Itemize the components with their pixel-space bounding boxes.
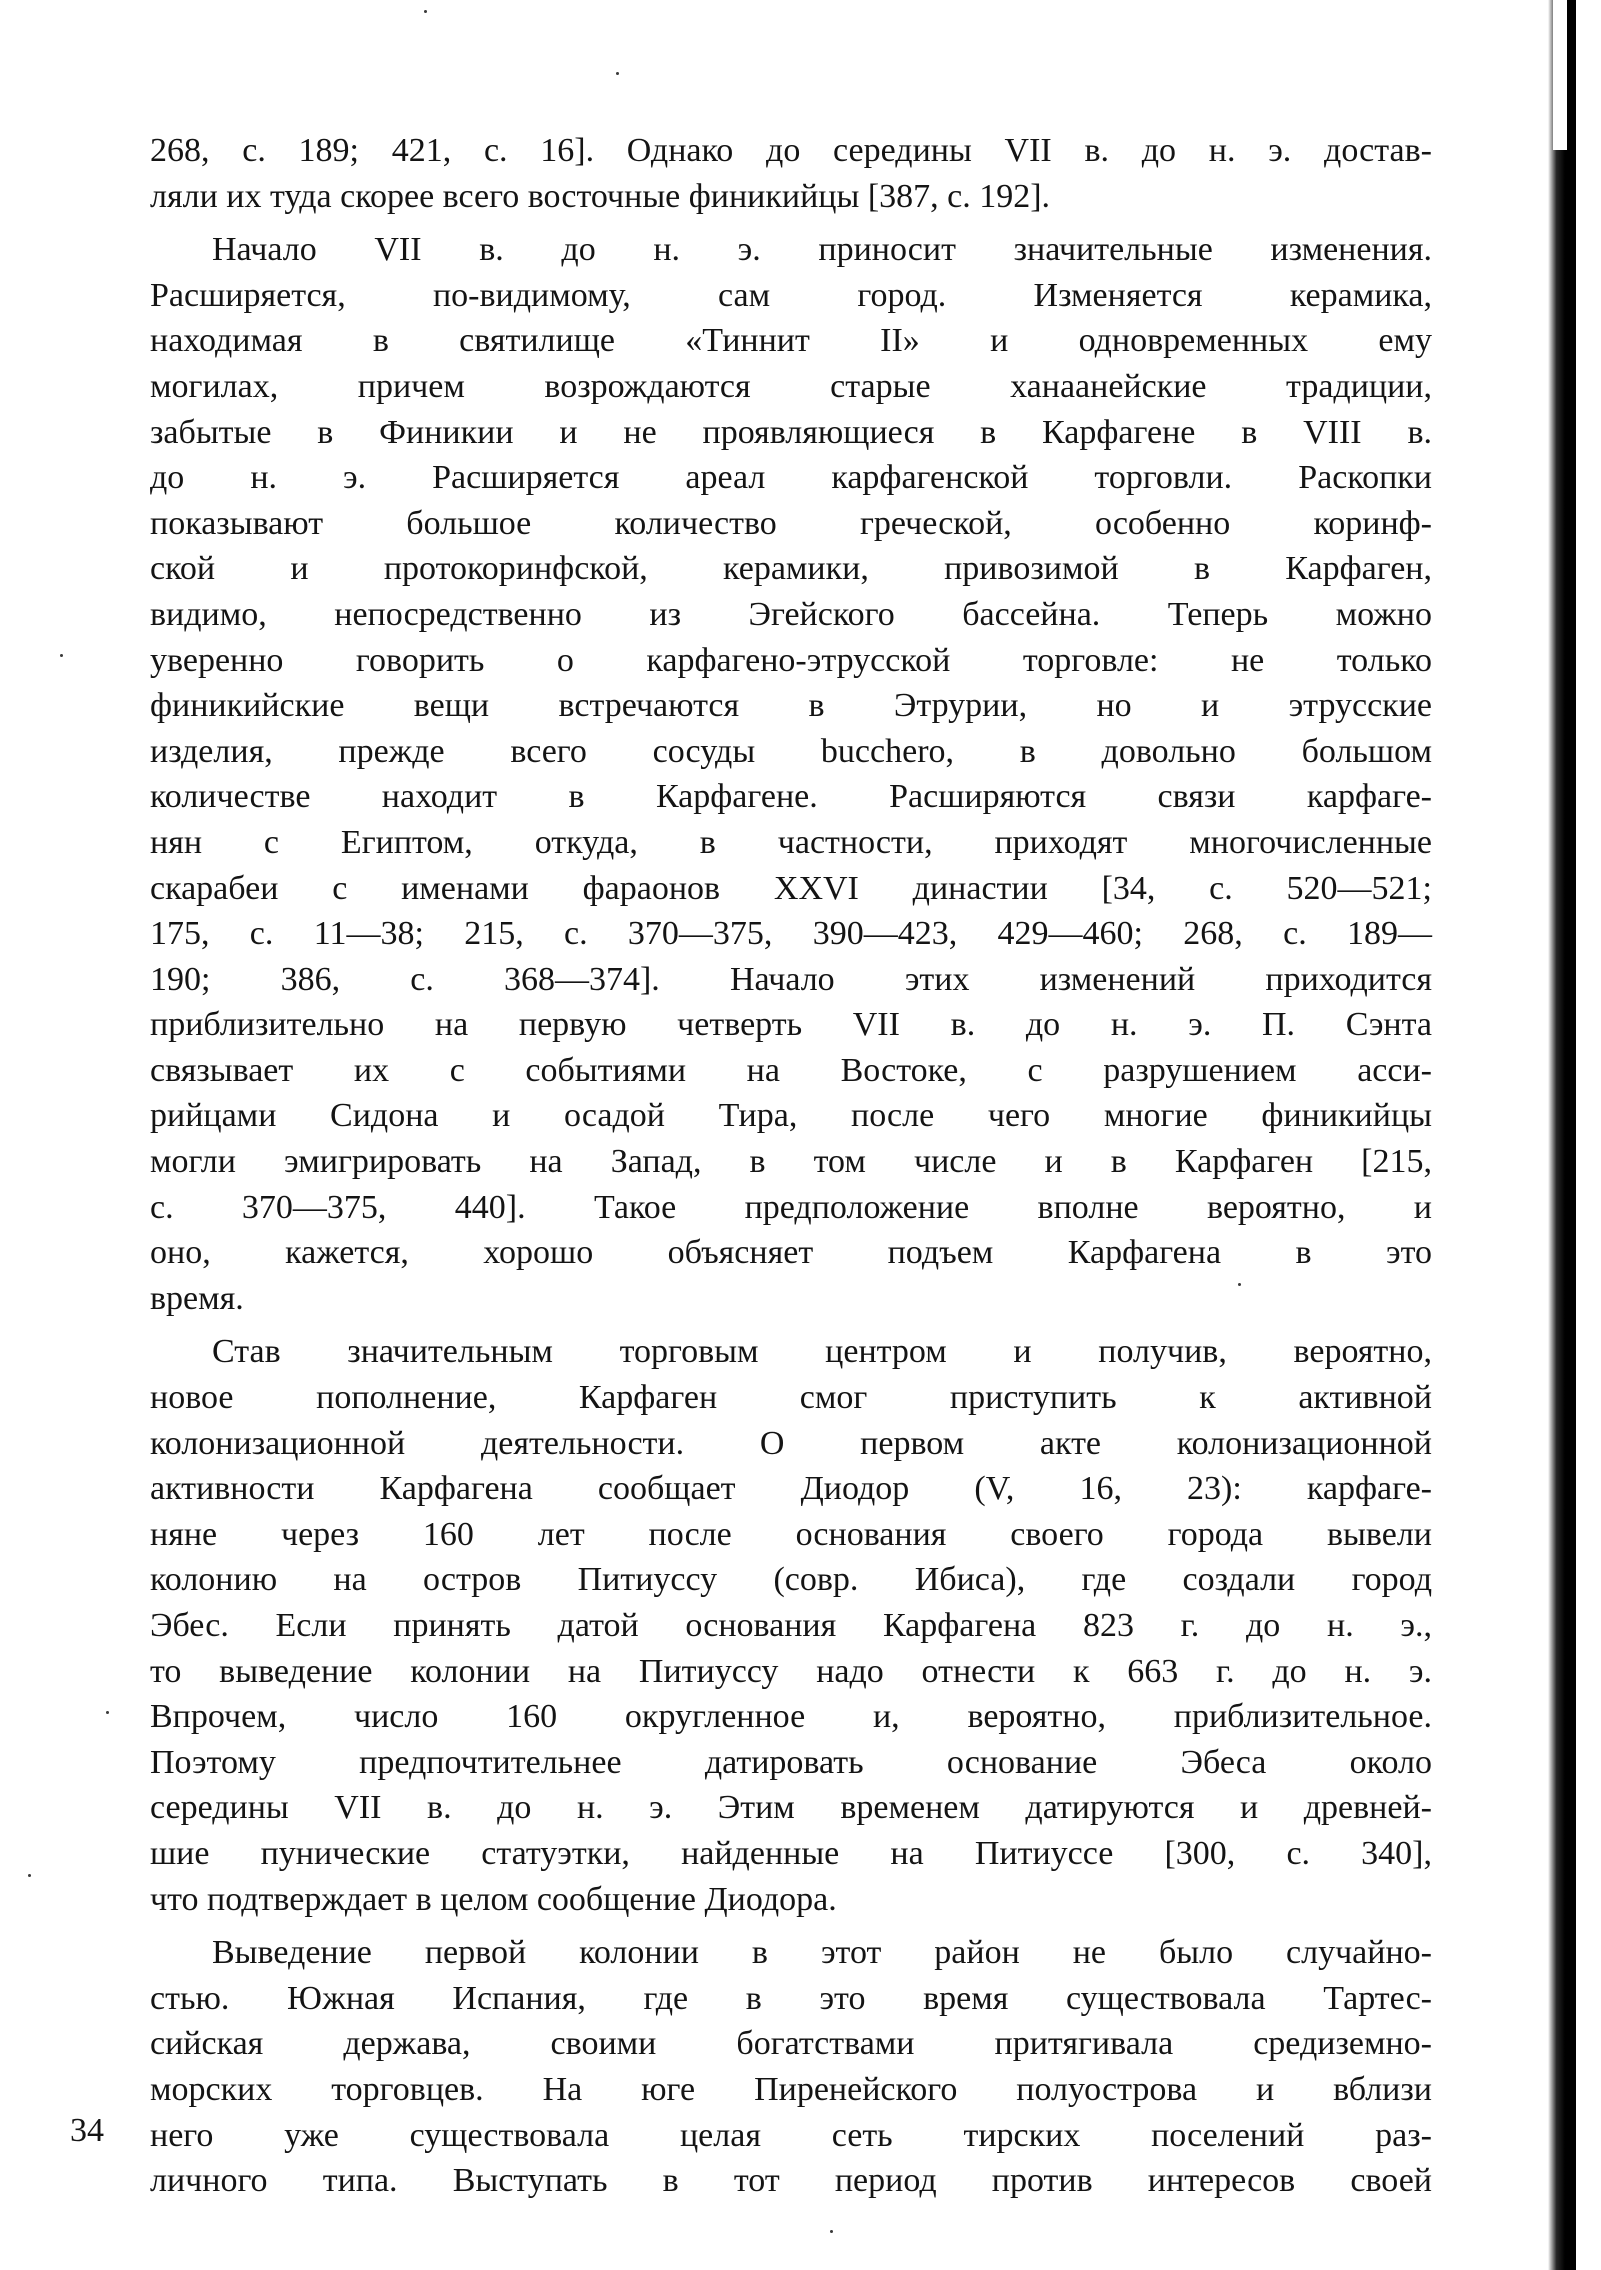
- paragraph-gap: [150, 1321, 1432, 1329]
- text-line: Став значительным торговым центром и получив, вероятно,: [212, 1333, 1432, 1371]
- page-number: 34: [70, 2112, 104, 2149]
- text-line: могли эмигрировать на Запад, в том числе и в Карфаген [215,: [150, 1143, 1432, 1181]
- text-line: морских торговцев. На юге Пиренейского полуострова и вблизи: [150, 2070, 1432, 2108]
- text-line: уверенно говорить о карфагено-этрусской торговле: не только: [150, 641, 1432, 679]
- text-line: Расширяется, по-видимому, сам город. Изменяется керамика,: [150, 276, 1432, 314]
- text-line: активности Карфагена сообщает Диодор (V, 16, 23): карфаге-: [150, 1470, 1432, 1508]
- text-line: него уже существовала целая сеть тирских поселений раз-: [150, 2116, 1432, 2154]
- text-line: приблизительно на первую четверть VII в. до н. э. П. Сэнта: [150, 1006, 1432, 1044]
- text-line: Выведение первой колонии в этот район не было случайно-: [212, 1934, 1432, 1972]
- text-line: сийская держава, своими богатствами притягивала средиземно-: [150, 2025, 1432, 2063]
- text-line: Начало VII в. до н. э. приносит значительные изменения.: [212, 231, 1432, 269]
- scan-speck: [424, 10, 427, 13]
- text-line: рийцами Сидона и осадой Тира, после чего многие финикийцы: [150, 1097, 1432, 1135]
- text-line: изделия, прежде всего сосуды bucchero, в довольно большом: [150, 732, 1432, 770]
- text-line: 190; 386, с. 368—374]. Начало этих изменений приходится: [150, 960, 1432, 998]
- text-line: показывают большое количество греческой, особенно коринф-: [150, 504, 1432, 542]
- scan-speck: [830, 2230, 833, 2233]
- text-line: ляли их туда скорее всего восточные финикийцы [387, с. 192].: [150, 177, 1051, 215]
- text-line: количестве находит в Карфагене. Расширяются связи карфаге-: [150, 778, 1432, 816]
- paragraph-gap: [150, 219, 1432, 227]
- text-line: могилах, причем возрождаются старые ханаанейские традиции,: [150, 367, 1432, 405]
- text-line: няне через 160 лет после основания своего города вывели: [150, 1515, 1432, 1553]
- text-line: новое пополнение, Карфаген смог приступить к активной: [150, 1379, 1432, 1417]
- binding-shadow-top-gap: [1553, 0, 1567, 150]
- binding-shadow: [1548, 0, 1576, 2270]
- text-line: с. 370—375, 440]. Такое предположение вполне вероятно, и: [150, 1188, 1432, 1226]
- text-line: то выведение колонии на Питиуссу надо отнести к 663 г. до н. э.: [150, 1652, 1432, 1690]
- text-line: что подтверждает в целом сообщение Диодора.: [150, 1880, 837, 1918]
- text-line: время.: [150, 1279, 244, 1317]
- paragraph-gap: [150, 1922, 1432, 1930]
- text-line: Впрочем, число 160 округленное и, вероятно, приблизительное.: [150, 1698, 1432, 1736]
- text-line: забытые в Финикии и не проявляющиеся в Карфагене в VIII в.: [150, 413, 1432, 451]
- text-line: нян с Египтом, откуда, в частности, приходят многочисленные: [150, 823, 1432, 861]
- text-line: 268, с. 189; 421, с. 16]. Однако до середины VII в. до н. э. достав-: [150, 132, 1432, 169]
- text-line: стью. Южная Испания, где в это время существовала Тартес-: [150, 1979, 1432, 2017]
- scan-speck: [1238, 1283, 1241, 1286]
- text-line: колонизационной деятельности. О первом акте колонизационной: [150, 1424, 1432, 1462]
- text-line: скарабеи с именами фараонов XXVI династии [34, с. 520—521;: [150, 869, 1432, 907]
- text-line: середины VII в. до н. э. Этим временем датируются и древней-: [150, 1789, 1432, 1827]
- scan-speck: [60, 654, 63, 657]
- scan-speck: [106, 1711, 109, 1714]
- text-line: Поэтому предпочтительнее датировать основание Эбеса около: [150, 1743, 1432, 1781]
- scan-speck: [616, 72, 619, 75]
- text-line: до н. э. Расширяется ареал карфагенской торговли. Раскопки: [150, 459, 1432, 497]
- body-text: [150, 128, 1432, 2204]
- text-line: шие пунические статуэтки, найденные на Питиуссе [300, с. 340],: [150, 1834, 1432, 1872]
- scan-speck: [28, 1874, 31, 1877]
- text-line: ской и протокоринфской, керамики, привозимой в Карфаген,: [150, 550, 1432, 588]
- text-line: 175, с. 11—38; 215, с. 370—375, 390—423, 429—460; 268, с. 189—: [150, 915, 1432, 953]
- text-line: Эбес. Если принять датой основания Карфагена 823 г. до н. э.,: [150, 1607, 1432, 1644]
- text-line: колонию на остров Питиуссу (совр. Ибиса), где создали город: [150, 1561, 1432, 1599]
- text-line: связывает их с событиями на Востоке, с разрушением асси-: [150, 1051, 1432, 1089]
- text-line: оно, кажется, хорошо объясняет подъем Карфагена в это: [150, 1234, 1432, 1272]
- text-line: находимая в святилище «Тиннит II» и одновременных ему: [150, 322, 1432, 360]
- text-line: личного типа. Выступать в тот период против интересов своей: [150, 2162, 1432, 2200]
- text-line: видимо, непосредственно из Эгейского бассейна. Теперь можно: [150, 595, 1432, 633]
- text-line: финикийские вещи встречаются в Этрурии, но и этрусские: [150, 687, 1432, 725]
